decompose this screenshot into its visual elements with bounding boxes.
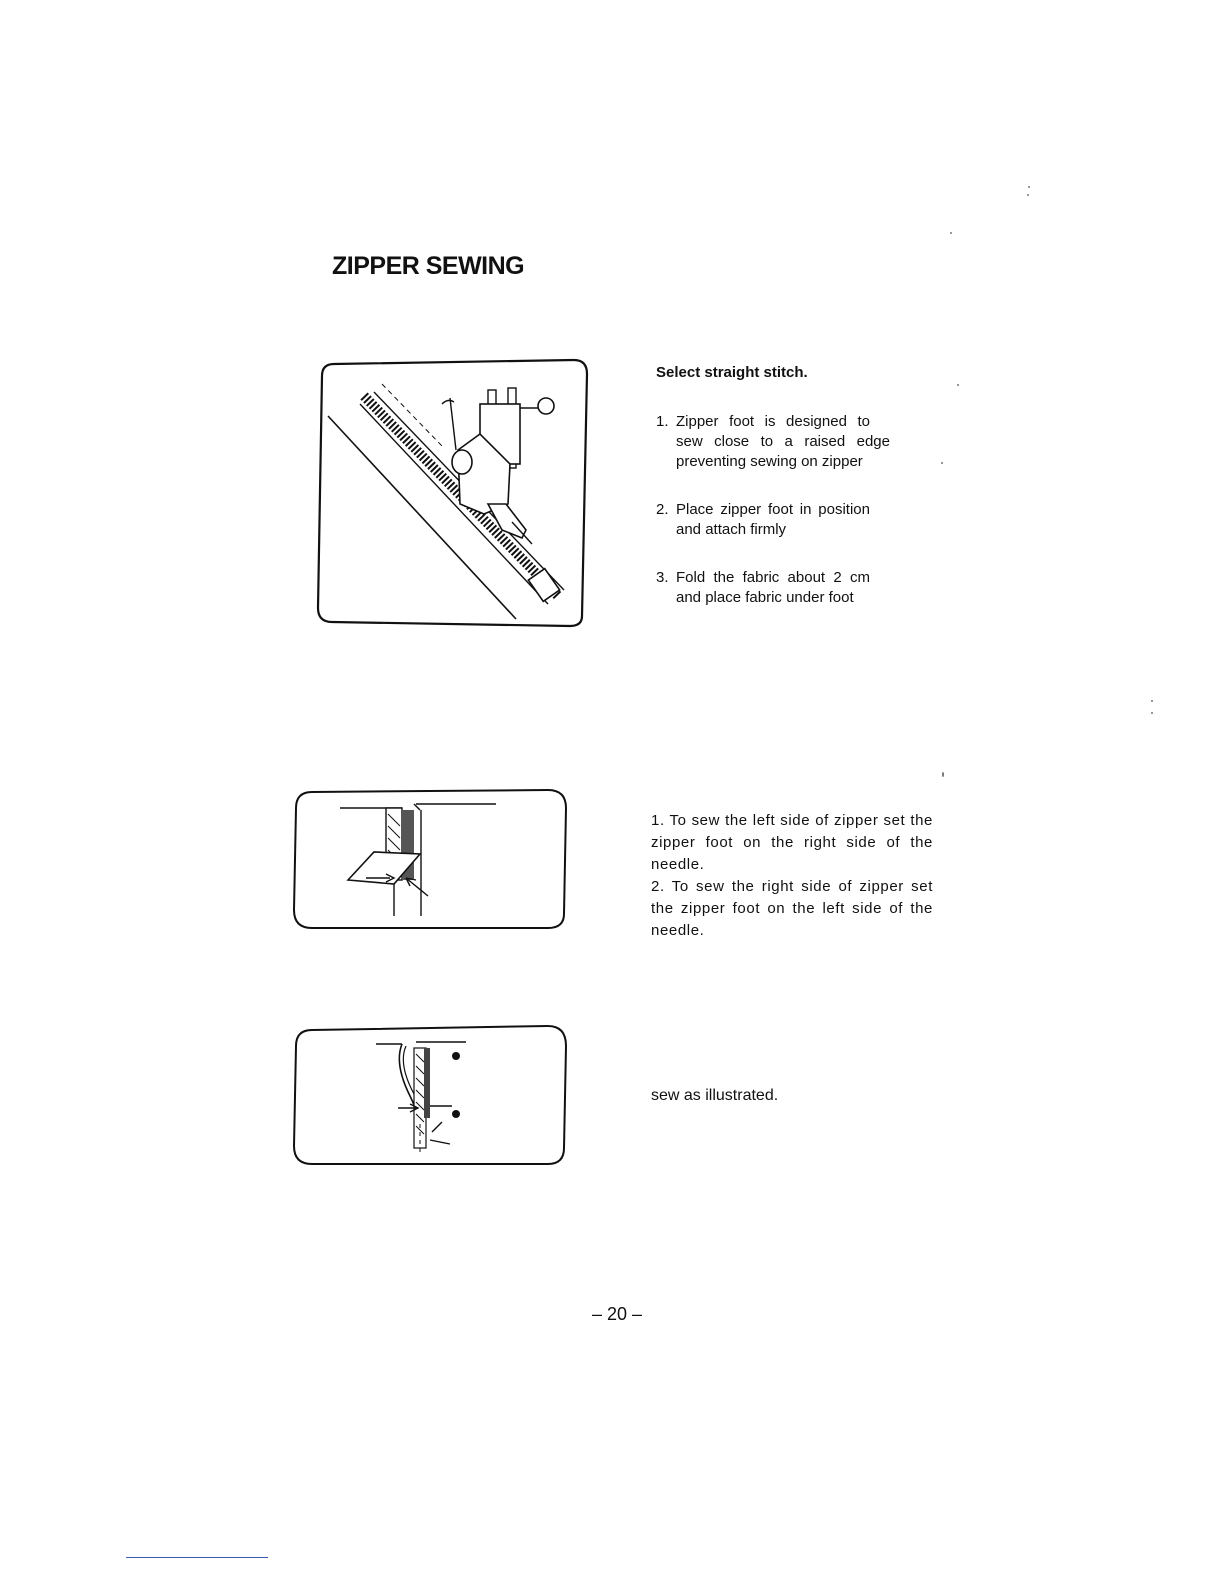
zipper-side-paragraph-2: 2. To sew the right side of zipper set the zipper foot on the left side of the needle.: [651, 878, 933, 939]
zipper-foot-illustration: [312, 354, 592, 634]
scan-speck: [942, 772, 944, 777]
step-2-line-1: 2. Place zipper foot in position: [656, 501, 870, 518]
zipper-side-instructions: [651, 810, 933, 942]
scan-speck: [1151, 712, 1153, 714]
step-1-line-1: 1. Zipper foot is designed to: [656, 413, 870, 430]
page-title: ZIPPER SEWING: [332, 252, 525, 280]
scan-speck: [941, 462, 943, 464]
step-2-line-2: and attach firmly: [676, 521, 787, 538]
step-3-line-2: and place fabric under foot: [676, 589, 854, 606]
scan-speck: [1027, 194, 1029, 196]
sew-as-illustrated-text: sew as illustrated.: [651, 1087, 779, 1104]
zipper-side-paragraph-1: 1. To sew the left side of zipper set the zipper foot on the right side of the needle.: [651, 812, 933, 873]
scan-speck: [950, 232, 952, 234]
scan-speck: [1151, 700, 1153, 702]
step-3: [656, 568, 890, 608]
bottom-rule: [126, 1557, 268, 1558]
step-1-line-3: preventing sewing on zipper: [676, 453, 863, 470]
zipper-sew-illustration: [290, 1024, 572, 1168]
instruction-select-stitch: Select straight stitch.: [656, 364, 808, 381]
step-2: [656, 500, 890, 540]
page-number: – 20 –: [592, 1304, 643, 1324]
step-3-line-1: 3. Fold the fabric about 2 cm: [656, 569, 870, 586]
step-1: [656, 412, 890, 472]
zipper-left-side-illustration: [290, 786, 572, 934]
scan-speck: [957, 384, 959, 386]
step-1-line-2: sew close to a raised edge: [676, 433, 890, 450]
scan-speck: [1028, 186, 1030, 188]
